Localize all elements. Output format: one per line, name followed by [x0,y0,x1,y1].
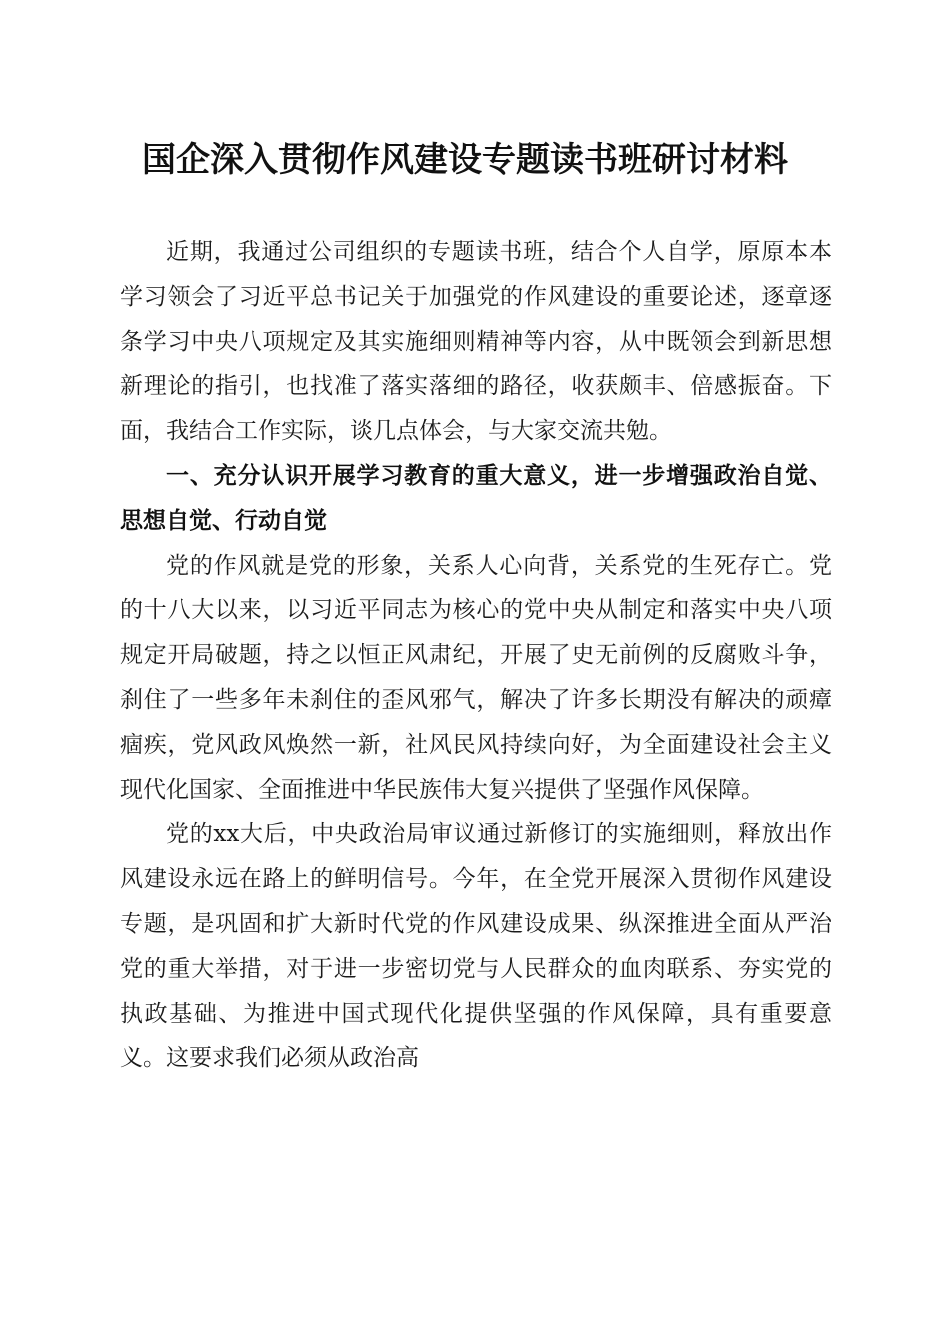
document-title: 国企深入贯彻作风建设专题读书班研讨材料 [142,140,788,180]
document-body [120,230,832,1081]
section-heading-1: 一、充分认识开展学习教育的重大意义，进一步增强政治自觉、思想自觉、行动自觉 [120,462,832,534]
intro-paragraph: 近期，我通过公司组织的专题读书班，结合个人自学，原原本本学习领会了习近平总书记关于加强党的作风建设的重要论述，逐章逐条学习中央八项规定及其实施细则精神等内容，从中既领会到新思想新理论的指引，也找准了落实落细的路径，收获颇丰、倍感振奋。下面，我结合工作实际，谈几点体会，与大家交流共勉。 [120,239,832,445]
body-paragraph: 党的xx大后，中央政治局审议通过新修订的实施细则，释放出作风建设永远在路上的鲜明信号。今年，在全党开展深入贯彻作风建设专题，是巩固和扩大新时代党的作风建设成果、纵深推进全面从严治党的重大举措，对于进一步密切党与人民群众的血肉联系、夯实党的执政基础、为推进中国式现代化提供坚强的作风保障，具有重要意义。这要求我们必须从政治高 [120,821,832,1072]
body-paragraph: 党的作风就是党的形象，关系人心向背，关系党的生死存亡。党的十八大以来，以习近平同志为核心的党中央从制定和落实中央八项规定开局破题，持之以恒正风肃纪，开展了史无前例的反腐败斗争，刹住了一些多年未刹住的歪风邪气，解决了许多长期没有解决的顽瘴痼疾，党风政风焕然一新，社风民风持续向好，为全面建设社会主义现代化国家、全面推进中华民族伟大复兴提供了坚强作风保障。 [120,552,832,803]
